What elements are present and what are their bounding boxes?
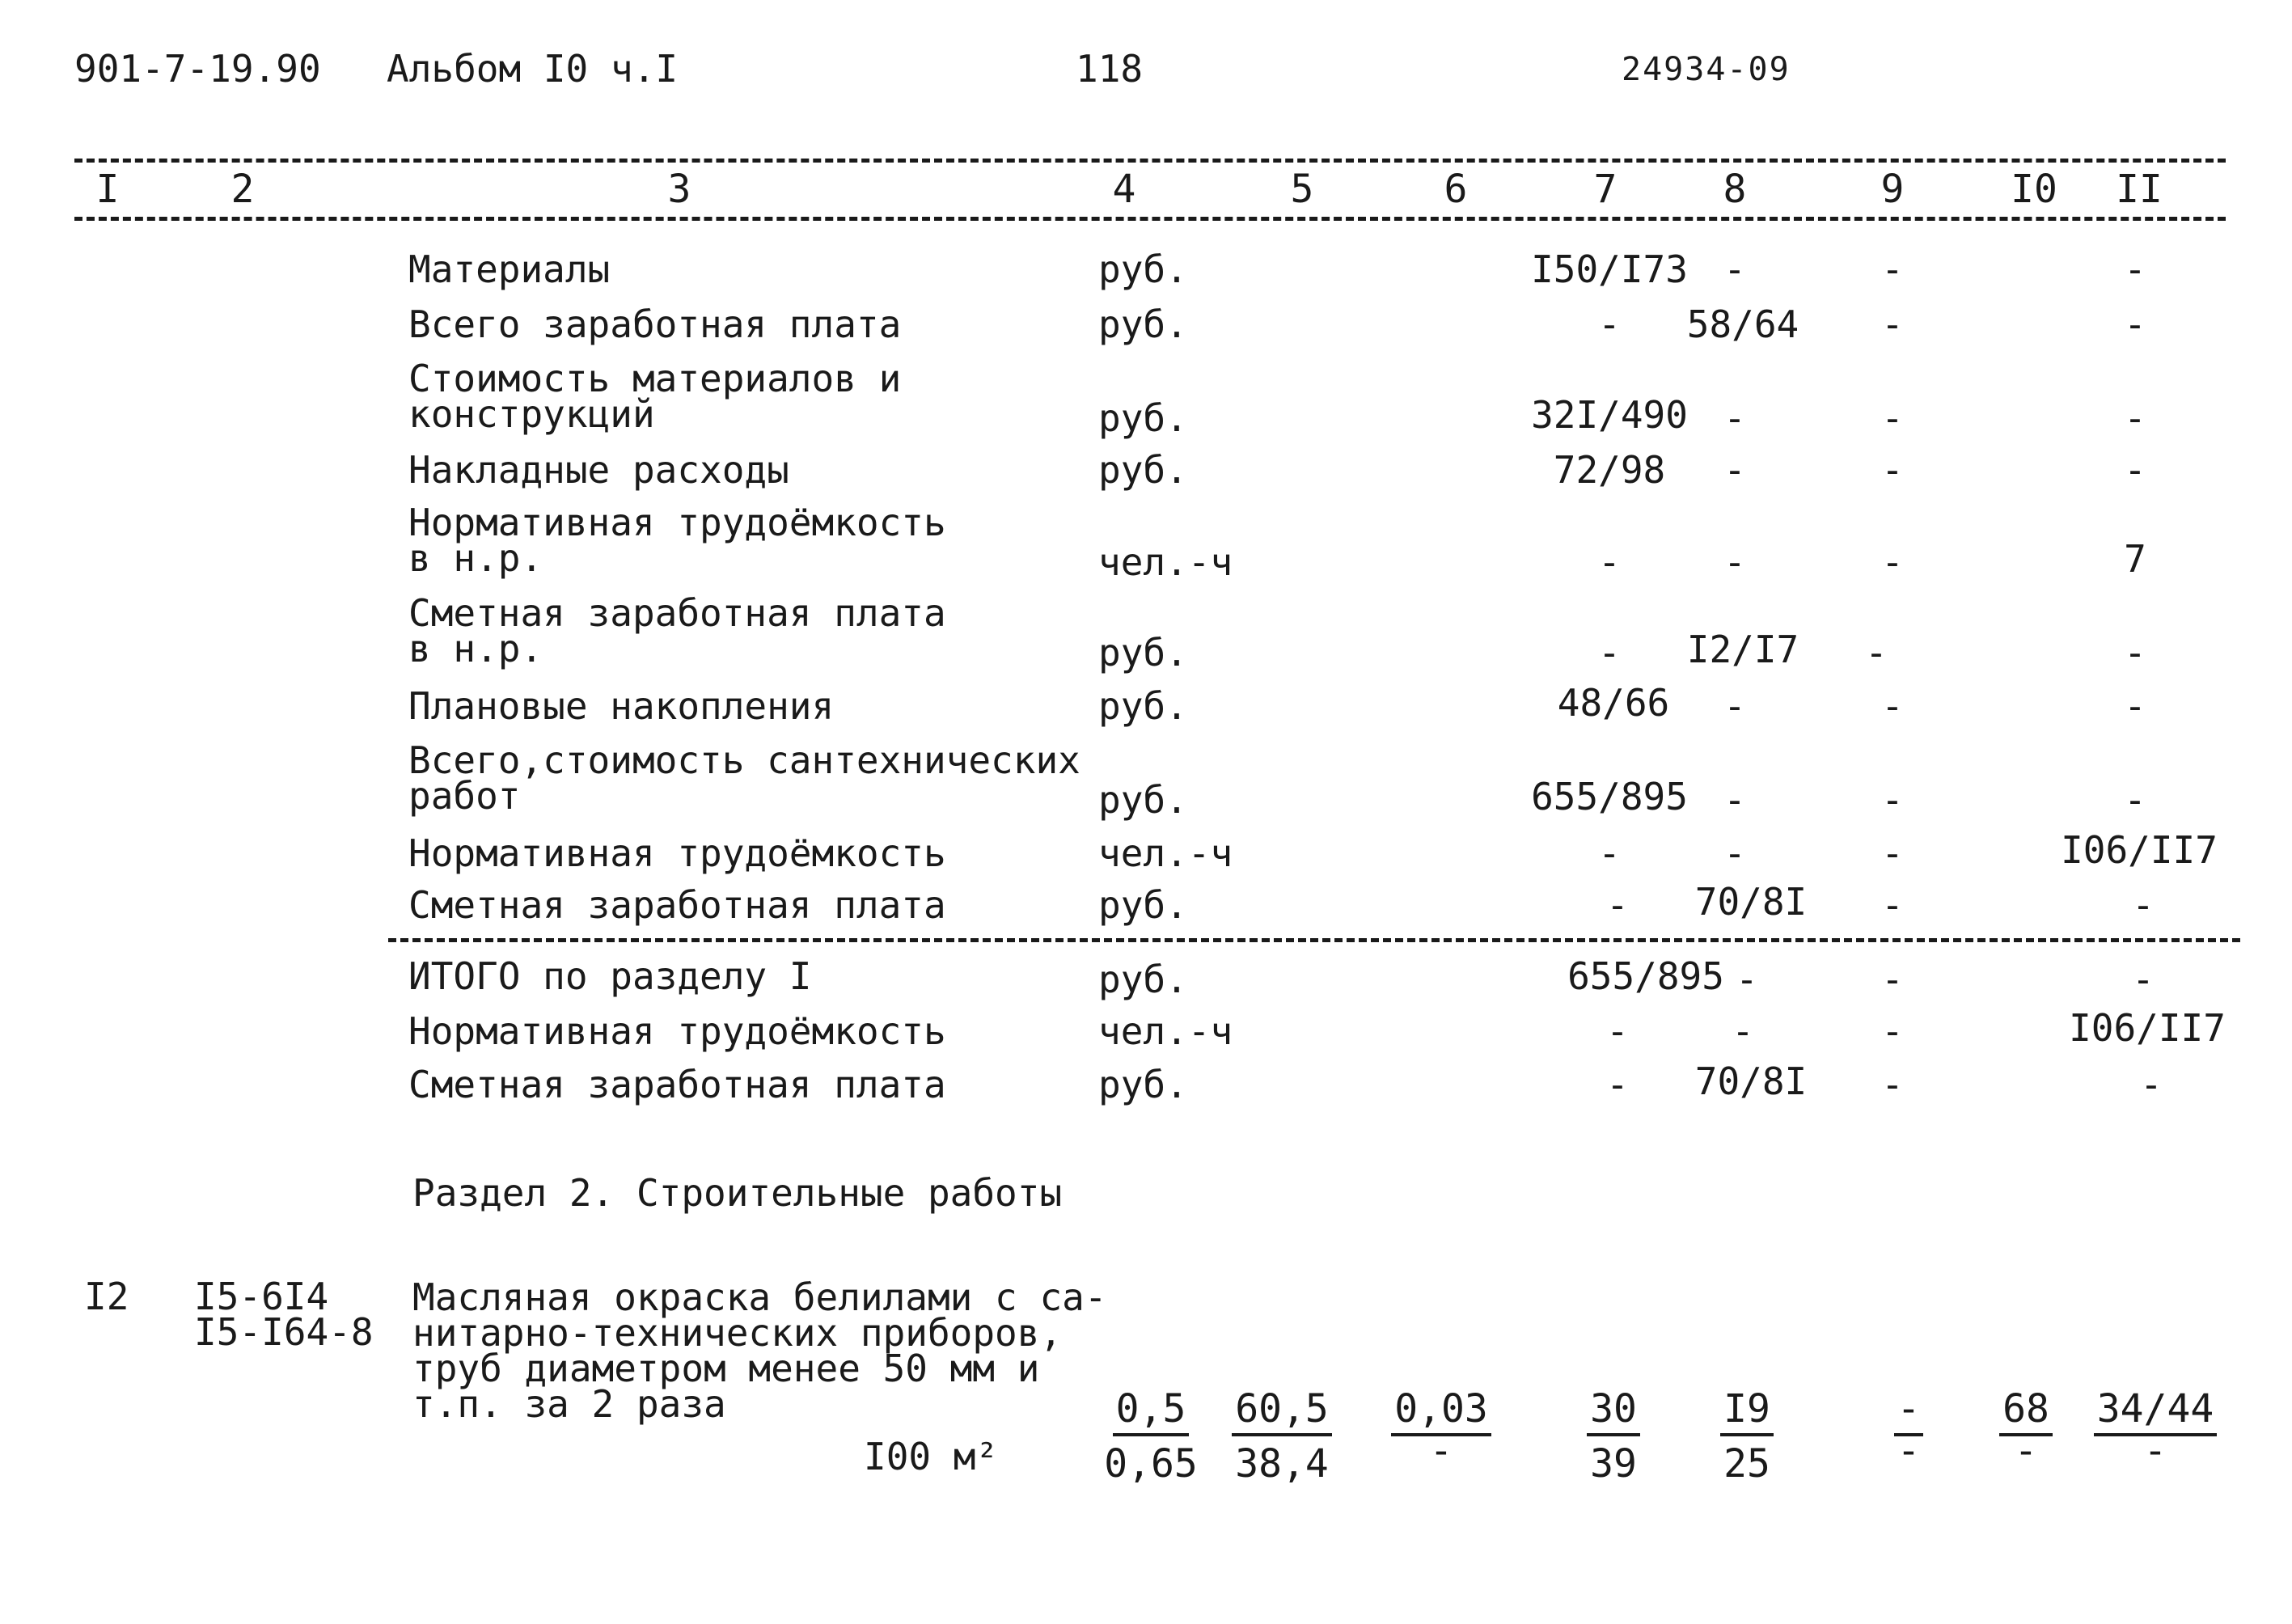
- row-col11: -: [2124, 396, 2146, 440]
- row-col7: 72/98: [1553, 448, 1666, 492]
- total-col9: -: [1881, 1063, 1904, 1106]
- row-col9: -: [1881, 396, 1904, 440]
- row-unit: руб.: [1098, 883, 1188, 927]
- row-unit: руб.: [1098, 302, 1188, 346]
- item-code: I5-I64-8: [194, 1310, 374, 1354]
- section2-title: Раздел 2. Строительные работы: [412, 1171, 1063, 1215]
- row-unit: руб.: [1098, 247, 1188, 291]
- row-name: Всего заработная плата: [408, 302, 902, 346]
- item-description: Масляная окраска белилами с са- нитарно-технических приборов, труб диаметром менее 50 мм и т.п. за 2 раза: [412, 1275, 1107, 1426]
- doc-code: 901-7-19.90: [74, 47, 321, 91]
- fraction-col9: [1872, 1386, 1945, 1474]
- row-unit: чел.-ч: [1098, 831, 1233, 875]
- col-num: 5: [1290, 167, 1314, 212]
- header-bottom-rule: [74, 217, 2226, 221]
- row-col11: -: [2124, 302, 2146, 346]
- row-col9: -: [1881, 247, 1904, 291]
- row-name: Нормативная трудоёмкость: [408, 831, 946, 875]
- row-col8: -: [1723, 684, 1746, 728]
- row-col9: -: [1881, 448, 1904, 492]
- fraction-bottom: 25: [1723, 1441, 1770, 1487]
- row-col11: -: [2124, 448, 2146, 492]
- row-unit: руб.: [1098, 684, 1188, 728]
- row-col11: -: [2124, 247, 2146, 291]
- fraction-top: 0,03: [1391, 1389, 1491, 1436]
- row-col8: -: [1723, 831, 1746, 875]
- col-num: 2: [230, 167, 255, 212]
- row-col11: I06/II7: [2061, 828, 2218, 872]
- totals-divider: [388, 938, 2240, 942]
- row-col7: -: [1598, 631, 1621, 675]
- col-num: 3: [667, 167, 691, 212]
- fraction-top: 30: [1587, 1389, 1640, 1436]
- total-col11: I06/II7: [2069, 1006, 2226, 1050]
- row-col9: -: [1881, 778, 1904, 822]
- fraction-bottom: -: [2014, 1428, 2038, 1474]
- row-col7: -: [1598, 540, 1621, 584]
- total-unit: руб.: [1098, 1063, 1188, 1106]
- row-name: Накладные расходы: [408, 448, 789, 492]
- total-col8: 70/8I: [1694, 1059, 1808, 1103]
- fraction-bottom: -: [1429, 1428, 1453, 1474]
- row-col8: -: [1723, 540, 1746, 584]
- fraction-col5: [1229, 1386, 1334, 1487]
- fraction-bottom: 0,65: [1104, 1441, 1198, 1487]
- item-number: I2: [84, 1275, 129, 1318]
- fraction-col10: [1990, 1386, 2062, 1474]
- col-num: I0: [2011, 167, 2057, 212]
- row-name: Материалы: [408, 247, 611, 291]
- row-col7: -: [1598, 302, 1621, 346]
- header-top-rule: [74, 159, 2226, 163]
- fraction-bottom: -: [2143, 1428, 2167, 1474]
- row-col11: -: [2124, 631, 2146, 675]
- fraction-bottom: 38,4: [1235, 1441, 1329, 1487]
- fraction-top: 34/44: [2094, 1389, 2218, 1436]
- fraction-col4: [1098, 1386, 1203, 1487]
- row-col8: 58/64: [1686, 302, 1799, 346]
- row-col7: -: [1606, 883, 1629, 927]
- fraction-top: 60,5: [1232, 1389, 1332, 1436]
- fraction-col6: [1385, 1386, 1498, 1474]
- total-name: ИТОГО по разделу I: [408, 954, 812, 998]
- total-name: Нормативная трудоёмкость: [408, 1009, 946, 1053]
- total-col7: -: [1606, 1009, 1629, 1053]
- row-col11: -: [2132, 883, 2155, 927]
- fraction-col7: [1577, 1386, 1650, 1487]
- total-col9: -: [1881, 1009, 1904, 1053]
- row-name: Стоимость материалов и конструкций: [408, 357, 902, 436]
- col-num: 8: [1723, 167, 1747, 212]
- fraction-bottom: -: [1897, 1428, 1921, 1474]
- total-col11: -: [2132, 958, 2155, 1001]
- col-num: 4: [1112, 167, 1136, 212]
- total-col7: 655/895: [1567, 954, 1724, 998]
- row-col7: I50/I73: [1531, 247, 1688, 291]
- row-col9: -: [1881, 831, 1904, 875]
- row-col7: 32I/490: [1531, 393, 1688, 437]
- row-name: Всего,стоимость сантехнических работ: [408, 738, 1080, 818]
- fraction-top: 68: [1999, 1389, 2053, 1436]
- row-unit: руб.: [1098, 448, 1188, 492]
- col-num: 9: [1880, 167, 1905, 212]
- row-col9: -: [1865, 631, 1888, 675]
- row-col8: I2/I7: [1686, 628, 1799, 671]
- col-num: II: [2116, 167, 2163, 212]
- page-number: 118: [1076, 47, 1144, 91]
- total-col9: -: [1881, 958, 1904, 1001]
- col-num: 7: [1593, 167, 1618, 212]
- total-unit: чел.-ч: [1098, 1009, 1233, 1053]
- row-unit: руб.: [1098, 631, 1188, 675]
- row-name: Плановые накопления: [408, 684, 835, 728]
- row-col8: -: [1723, 778, 1746, 822]
- fraction-col8: [1711, 1386, 1783, 1487]
- row-col11: -: [2124, 778, 2146, 822]
- row-col11: 7: [2124, 537, 2146, 581]
- row-col7: 48/66: [1557, 681, 1670, 725]
- total-unit: руб.: [1098, 958, 1188, 1001]
- row-col8: -: [1723, 396, 1746, 440]
- row-col8: 70/8I: [1694, 880, 1808, 924]
- fraction-top: -: [1894, 1389, 1924, 1436]
- col-num: 6: [1444, 167, 1468, 212]
- inventory-number: 24934-09: [1622, 51, 1791, 88]
- row-unit: руб.: [1098, 396, 1188, 440]
- item-code: I5-6I4: [194, 1275, 329, 1318]
- row-col8: -: [1723, 247, 1746, 291]
- row-name: Сметная заработная плата в н.р.: [408, 591, 946, 670]
- row-col9: -: [1881, 684, 1904, 728]
- album-label: Альбом I0 ч.I: [387, 47, 679, 91]
- row-unit: руб.: [1098, 778, 1188, 822]
- fraction-col11: [2095, 1386, 2216, 1474]
- row-col9: -: [1881, 540, 1904, 584]
- row-name: Сметная заработная плата: [408, 883, 946, 927]
- row-col9: -: [1881, 302, 1904, 346]
- total-col8: -: [1736, 958, 1758, 1001]
- fraction-top: 0,5: [1113, 1389, 1190, 1436]
- item-unit: I00 м²: [864, 1435, 999, 1478]
- fraction-top: I9: [1720, 1389, 1774, 1436]
- total-name: Сметная заработная плата: [408, 1063, 946, 1106]
- row-col7: -: [1598, 831, 1621, 875]
- row-col8: -: [1723, 448, 1746, 492]
- row-col7: 655/895: [1531, 775, 1688, 818]
- row-unit: чел.-ч: [1098, 540, 1233, 584]
- row-col9: -: [1881, 883, 1904, 927]
- total-col7: -: [1606, 1063, 1629, 1106]
- total-col8: -: [1732, 1009, 1754, 1053]
- total-col11: -: [2140, 1063, 2163, 1106]
- row-name: Нормативная трудоёмкость в н.р.: [408, 501, 946, 580]
- fraction-bottom: 39: [1590, 1441, 1637, 1487]
- row-col11: -: [2124, 684, 2146, 728]
- col-num: I: [95, 167, 120, 212]
